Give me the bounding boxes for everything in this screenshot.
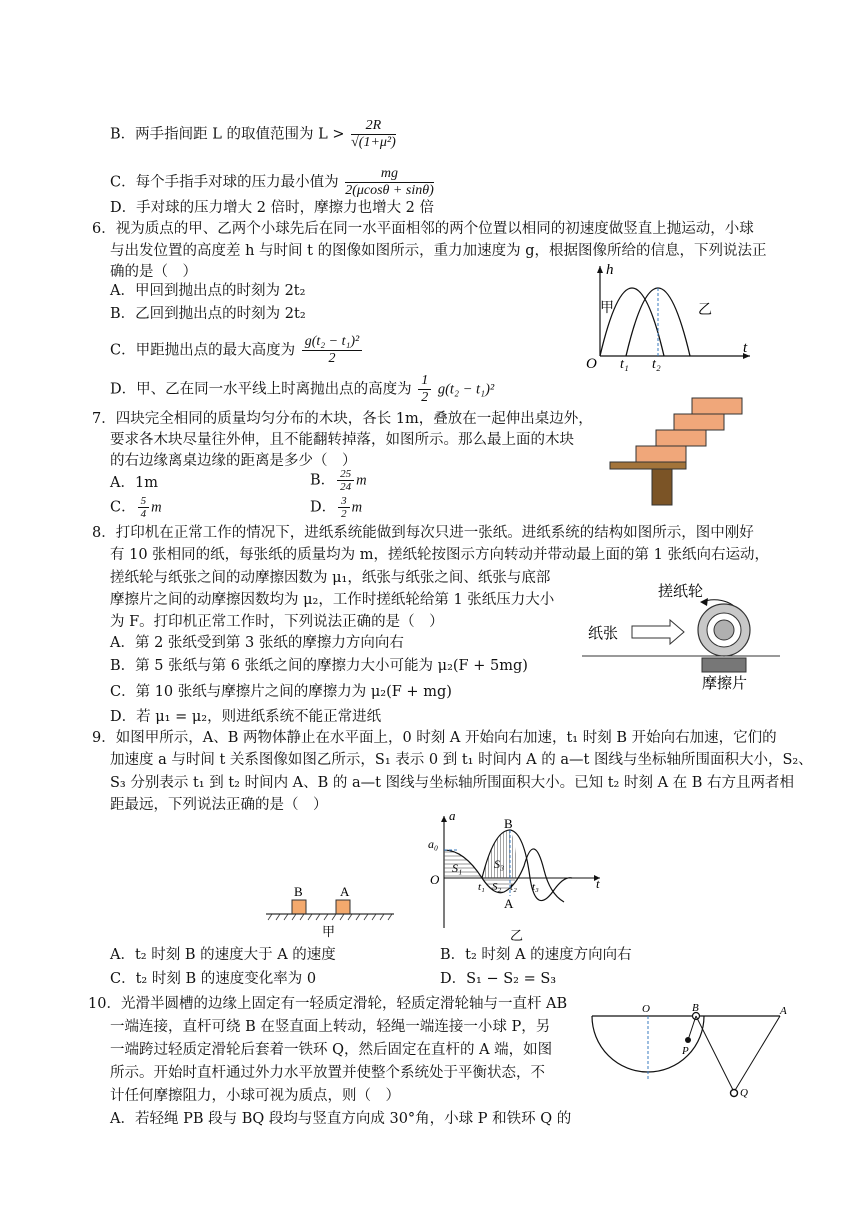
q10-p-label: P bbox=[682, 1045, 689, 1057]
q7-option-d: D． $\frac{3}{2}$ m bbox=[310, 495, 363, 520]
q9-curve-b-label: B bbox=[504, 816, 513, 831]
q7-block-4 bbox=[692, 398, 742, 414]
q9-a-arrow bbox=[441, 816, 447, 822]
q9-t2-label: t₂ bbox=[510, 881, 517, 893]
q8-option-a: A．第 2 张纸受到第 3 张纸的摩擦力方向向右 bbox=[110, 635, 404, 651]
q8-roller-hub bbox=[714, 620, 734, 640]
q10-q-label: Q bbox=[740, 1087, 748, 1099]
q9-block-b bbox=[292, 900, 306, 914]
q9-stem-line2: 加速度 a 与时间 t 关系图像如图乙所示，S₁ 表示 0 到 t₁ 时间内 A 的 a—t 图线与坐标轴所围面积大小，S₂、 bbox=[110, 752, 813, 768]
q6-jia-label: 甲 bbox=[600, 301, 614, 316]
q7-option-a: A．1m bbox=[110, 475, 158, 491]
q8-paper-direction-arrow bbox=[632, 620, 684, 644]
q6-stem-line3: 确的是（ ） bbox=[110, 264, 197, 280]
q6-option-a: A．甲回到抛出点的时刻为 2t₂ bbox=[110, 283, 306, 299]
q10-stem-line5: 计任何摩擦阻力，小球可视为质点，则（ ） bbox=[110, 1088, 400, 1104]
q5-option-d: D．手对球的压力增大 2 倍时，摩擦力也增大 2 倍 bbox=[110, 200, 435, 216]
q5-option-c-text: C．每个手指手对球的压力最小值为 bbox=[110, 174, 339, 191]
q9-t3-label: t₃ bbox=[532, 881, 539, 893]
q9-t1-label: t₁ bbox=[478, 881, 485, 893]
q8-stem-line3: 搓纸轮与纸张之间的动摩擦因数为 μ₁，纸张与纸张之间、纸张与底部 bbox=[110, 570, 551, 586]
q8-feeder-figure bbox=[582, 578, 782, 692]
q9-s1-label: S₁ bbox=[452, 861, 463, 875]
q6-option-b: B．乙回到抛出点的时刻为 2t₂ bbox=[110, 306, 306, 322]
q6-ht-graph bbox=[580, 262, 760, 374]
q8-option-b: B．第 5 张纸与第 6 张纸之间的摩擦力大小可能为 μ₂(F + 5mg) bbox=[110, 658, 528, 674]
q6-option-d: D．甲、乙在同一水平线上时离抛出点的高度为 $\frac{1}{2}$ g(t₂ − t₁)² bbox=[110, 373, 495, 405]
q10-ring-q bbox=[731, 1090, 738, 1097]
q9-yi-caption: 乙 bbox=[510, 928, 524, 943]
q9-area-s1 bbox=[444, 850, 482, 878]
q10-rope-pb bbox=[688, 1016, 696, 1040]
q6-stem-line2: 与出发位置的高度差 h 与时间 t 的图像如图所示，重力加速度为 g，根据图像所给的信息，下列说法正 bbox=[110, 243, 767, 259]
q9-ground-hatch bbox=[268, 914, 392, 920]
q6-yi-label: 乙 bbox=[698, 303, 712, 318]
q9-stem-line4: 距最远，下列说法正确的是（ ） bbox=[110, 797, 328, 813]
q7-stem-line2: 要求各木块尽量往外伸，且不能翻转掉落，如图所示。那么最上面的木块 bbox=[110, 432, 574, 448]
q10-rope-bq bbox=[696, 1016, 734, 1092]
q7-stem-line3: 的右边缘离桌边缘的距离是多少（ ） bbox=[110, 453, 357, 469]
q9-t-label: t bbox=[596, 876, 600, 891]
q9-a-label: a bbox=[449, 810, 456, 823]
q10-option-a: A．若轻绳 PB 段与 BQ 段均与竖直方向成 30°角，小球 P 和铁环 Q 的 bbox=[110, 1111, 572, 1127]
q9-option-a: A．t₂ 时刻 B 的速度大于 A 的速度 bbox=[110, 947, 336, 963]
q6-curve-jia bbox=[600, 288, 664, 356]
q5-option-b bbox=[110, 118, 398, 151]
q6-t2-label: t₂ bbox=[652, 357, 661, 372]
q9-stem-line1: 9．如图甲所示，A、B 两物体静止在水平面上，0 时刻 A 开始向右加速，t₁ 时刻 B 开始向右加速，它们的 bbox=[92, 730, 777, 746]
q8-stem-line1: 8．打印机在正常工作的情况下，进纸系统能做到每次只进一张纸。进纸系统的结构如图所示，图中刚好 bbox=[92, 525, 754, 541]
q7-block-2 bbox=[656, 430, 706, 446]
q9-s3-label: S₃ bbox=[494, 857, 505, 871]
q9-jia-caption: 甲 bbox=[322, 924, 336, 938]
q6-t1-label: t₁ bbox=[620, 357, 629, 372]
q5-option-b-fraction: $\frac{2R}{\text{√(1+μ²)}}$ bbox=[351, 118, 396, 150]
q10-stem-line2: 一端连接，直杆可绕 B 在竖直面上转动，轻绳一端连接一小球 P，另 bbox=[110, 1019, 551, 1035]
q8-pad-label: 摩擦片 bbox=[702, 676, 748, 692]
q6-option-c: C．甲距抛出点的最大高度为 $\frac{\text{g(t₂ − t₁)²}}{2}$ bbox=[110, 334, 364, 367]
q7-blocks-figure bbox=[606, 396, 746, 508]
q9-jia-b-label: B bbox=[294, 884, 303, 899]
q7-table-top bbox=[610, 462, 686, 469]
q9-a0-label: a₀ bbox=[428, 837, 439, 851]
q6-stem-line1: 6．视为质点的甲、乙两个小球先后在同一水平面相邻的两个位置以相同的初速度做竖直上抛运动，小球 bbox=[92, 221, 754, 237]
q6-h-label: h bbox=[606, 262, 614, 278]
q5-option-b-text: B．两手指间距 L 的取值范围为 L > bbox=[110, 126, 345, 143]
q9-option-c: C．t₂ 时刻 B 的速度变化率为 0 bbox=[110, 971, 317, 987]
q8-stem-line5: 为 F。打印机正常工作时，下列说法正确的是（ ） bbox=[110, 614, 444, 630]
q9-figure-yi bbox=[424, 810, 608, 944]
q9-figure-jia bbox=[264, 882, 400, 938]
q8-option-c: C．第 10 张纸与摩擦片之间的摩擦力为 μ₂(F + mg) bbox=[110, 684, 452, 700]
q10-stem-line1: 10．光滑半圆槽的边缘上固定有一轻质定滑轮，轻质定滑轮轴与一直杆 AB bbox=[88, 996, 568, 1012]
q6-h-arrow bbox=[597, 266, 603, 273]
q5-option-c-fraction: $\frac{mg}{2(\mu\cos\theta + \sin\theta)}$ bbox=[345, 166, 434, 198]
q8-roller-label: 搓纸轮 bbox=[658, 584, 704, 600]
q7-block-3 bbox=[674, 414, 724, 430]
q6-option-c-fraction: $\frac{\text{g(t₂ − t₁)²}}{2}$ bbox=[302, 334, 362, 367]
q9-curve-a-label: A bbox=[504, 896, 514, 911]
q7-table-leg bbox=[652, 469, 672, 505]
q10-b-label: B bbox=[692, 1002, 699, 1014]
q8-option-d: D．若 μ₁ = μ₂，则进纸系统不能正常进纸 bbox=[110, 709, 382, 725]
q10-ball-p bbox=[685, 1037, 691, 1043]
q9-jia-a-label: A bbox=[340, 884, 350, 899]
q10-a-label: A bbox=[780, 1005, 787, 1017]
q9-block-a bbox=[336, 900, 350, 914]
q9-stem-line3: S₃ 分别表示 t₁ 到 t₂ 时间内 A、B 的 a—t 图线与坐标轴所围面积大小。已知 t₂ 时刻 A 在 B 右方且两者相 bbox=[110, 775, 795, 791]
q8-stem-line2: 有 10 张相同的纸，每张纸的质量均为 m，搓纸轮按图示方向转动并带动最上面的第 1 张纸向右运动， bbox=[110, 547, 769, 563]
q7-stem-line1: 7．四块完全相同的质量均匀分布的木块，各长 1m，叠放在一起伸出桌边外， bbox=[92, 411, 593, 427]
q8-friction-pad bbox=[702, 658, 746, 672]
q9-option-b: B．t₂ 时刻 A 的速度方向向右 bbox=[440, 947, 632, 963]
q7-option-c: C． $\frac{5}{4}$ m bbox=[110, 495, 162, 520]
q9-origin-label: O bbox=[430, 872, 440, 887]
q10-stem-line3: 一端跨过轻质定滑轮后套着一铁环 Q，然后固定在直杆的 A 端，如图 bbox=[110, 1042, 553, 1058]
q10-o-label: O bbox=[642, 1003, 650, 1015]
q8-paper-label: 纸张 bbox=[588, 626, 619, 642]
q10-figure bbox=[584, 1000, 794, 1108]
q9-s2-label: S₂ bbox=[492, 881, 502, 893]
q5-option-c bbox=[110, 166, 436, 199]
q9-option-d: D．S₁ − S₂ = S₃ bbox=[440, 971, 557, 987]
q10-stem-line4: 所示。开始时直杆通过外力水平放置并使整个系统处于平衡状态，不 bbox=[110, 1065, 545, 1081]
q6-t-label: t bbox=[743, 340, 748, 356]
q8-stem-line4: 摩擦片之间的动摩擦因数均为 μ₂，工作时搓纸轮给第 1 张纸压力大小 bbox=[110, 592, 555, 608]
q6-origin-label: O bbox=[586, 356, 597, 372]
q10-rope-aq bbox=[734, 1016, 780, 1092]
q7-block-1 bbox=[636, 446, 686, 462]
q7-option-b: B． $\frac{25}{24}$ m bbox=[310, 468, 367, 493]
q6-option-d-fraction: $\frac{1}{2}$ bbox=[418, 373, 431, 406]
